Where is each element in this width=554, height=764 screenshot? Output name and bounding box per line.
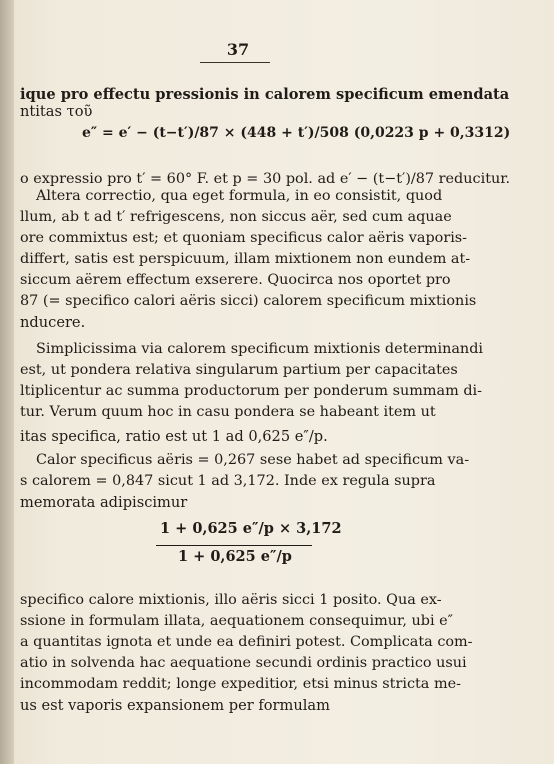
text-line-2: ntitas τοῦ bbox=[20, 103, 93, 120]
text-line-11: nducere. bbox=[20, 314, 86, 331]
page-number-rule bbox=[200, 62, 270, 63]
text-line-24: a quantitas ignota et unde ea definiri potest. Complicata com- bbox=[20, 634, 473, 650]
fraction-denominator: 1 + 0,625 e″/p bbox=[178, 548, 292, 565]
text-line-12: Simplicissima via calorem specificum mixtionis determinandi bbox=[36, 341, 484, 357]
text-line-25: atio in solvenda hac aequatione secundi ordinis practico usui bbox=[20, 655, 467, 671]
text-line-16: itas specifica, ratio est ut 1 ad 0,625 e″/p. bbox=[20, 428, 328, 445]
fraction-numerator: 1 + 0,625 e″/p × 3,172 bbox=[160, 520, 342, 537]
text-line-7: ore commixtus est; et quoniam specificus calor aëris vaporis- bbox=[20, 230, 468, 246]
text-line-6: llum, ab t ad t′ refrigescens, non siccus aër, sed cum aquae bbox=[20, 209, 452, 225]
equation-e-double-prime: e″ = e′ − (t−t′)/87 × (448 + t′)/508 (0,0223 p + 0,3312) bbox=[82, 125, 511, 141]
text-line-13: est, ut pondera relativa singularum partium per capacitates bbox=[20, 362, 458, 378]
fraction-bar bbox=[156, 545, 312, 546]
text-line-19: memorata adipiscimur bbox=[20, 494, 188, 511]
text-line-14: ltiplicentur ac summa productorum per ponderum summam di- bbox=[20, 383, 483, 399]
text-line-22: specifico calore mixtionis, illo aëris sicci 1 posito. Qua ex- bbox=[20, 592, 442, 608]
book-spine-shadow bbox=[0, 0, 14, 764]
text-line-26: incommodam reddit; longe expeditior, etsi minus stricta me- bbox=[20, 676, 461, 692]
text-line-23: ssione in formulam illata, aequationem consequimur, ubi e″ bbox=[20, 613, 454, 629]
text-line-27: us est vaporis expansionem per formulam bbox=[20, 697, 330, 714]
text-line-5: Altera correctio, qua eget formula, in eo consistit, quod bbox=[36, 188, 443, 204]
text-line-18: s calorem = 0,847 sicut 1 ad 3,172. Inde ex regula supra bbox=[20, 473, 436, 489]
text-line-17: Calor specificus aëris = 0,267 sese habet ad specificum va- bbox=[36, 452, 470, 468]
text-line-8: differt, satis est perspicuum, illam mixtionem non eundem at- bbox=[20, 251, 471, 267]
text-line-4: o expressio pro t′ = 60° F. et p = 30 pol. ad e′ − (t−t′)/87 reducitur. bbox=[20, 171, 511, 187]
text-line-9: siccum aërem effectum exserere. Quocirca nos oportet pro bbox=[20, 272, 451, 288]
text-line-10: 87 (= specifico calori aëris sicci) calorem specificum mixtionis bbox=[20, 293, 477, 309]
page-number: 37 bbox=[226, 40, 250, 59]
text-line-15: tur. Verum quum hoc in casu pondera se habeant item ut bbox=[20, 404, 436, 420]
text-line-1: ique pro effectu pressionis in calorem specificum emendata bbox=[20, 86, 510, 103]
